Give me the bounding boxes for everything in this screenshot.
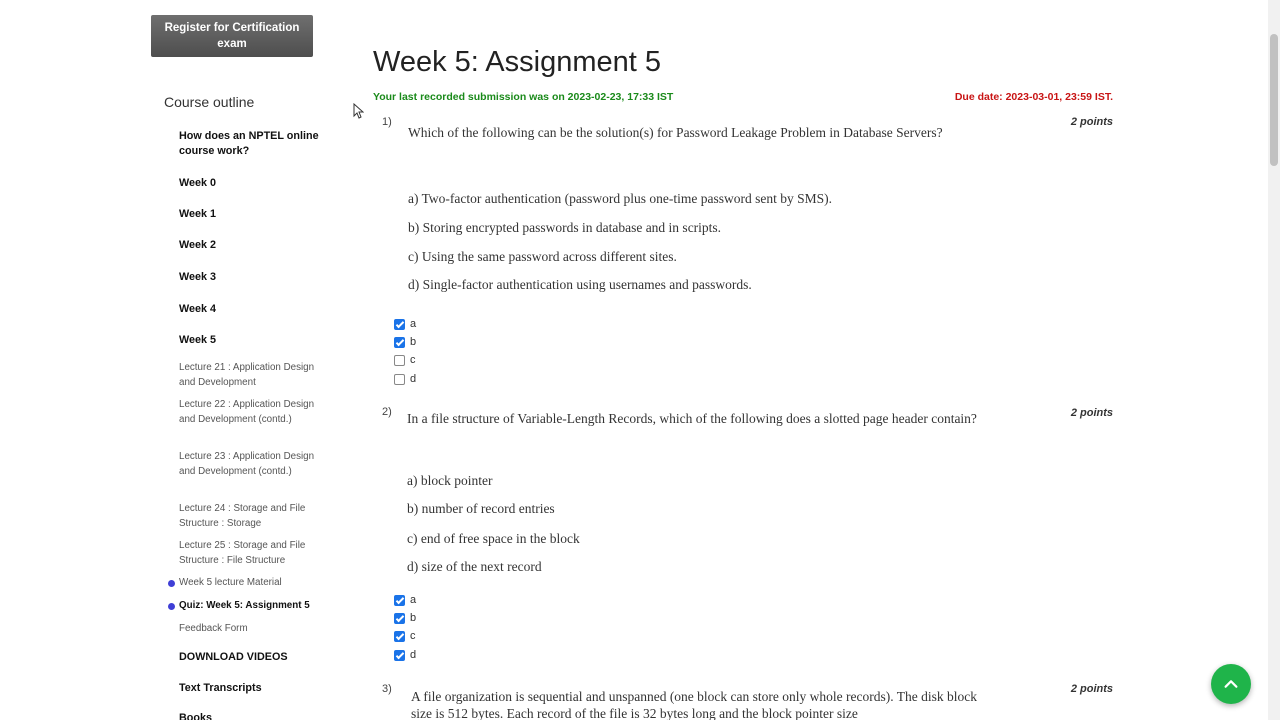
sidebar-item-week-3[interactable]: Week 3 [179,271,217,283]
question-number: 2) [382,406,392,418]
choice-a[interactable] [394,592,416,608]
due-date-text: Due date: 2023-03-01, 23:59 IST. [954,91,1113,103]
choice-label: d [410,649,417,661]
option-b: b) number of record entries [407,501,555,516]
checkbox-checked[interactable] [394,613,405,624]
scroll-to-top-button[interactable] [1211,664,1251,704]
checkbox-checked[interactable] [394,595,405,606]
sidebar-item-week-1[interactable]: Week 1 [179,208,217,220]
question-number: 3) [382,683,392,695]
choice-a[interactable] [394,316,416,332]
sidebar-item-lecture-21[interactable]: Lecture 21 : Application Design and Development [179,362,315,388]
sidebar-item-how-course-works[interactable]: How does an NPTEL online course work? [179,130,319,157]
page-title: Week 5: Assignment 5 [373,46,662,78]
choice-label: b [410,612,417,624]
choice-label: a [410,318,417,330]
sidebar-item-books[interactable]: Books [179,712,212,720]
sidebar-item-quiz-week-5[interactable] [179,599,319,614]
question-text: In a file structure of Variable-Length Records, which of the following does a slotted page header contain? [407,411,977,426]
choice-c[interactable] [394,352,416,368]
choice-label: c [410,354,416,366]
sidebar-item-lecture-24[interactable]: Lecture 24 : Storage and File Structure : Storage [179,503,306,529]
checkbox-checked[interactable] [394,650,405,661]
choice-b[interactable] [394,334,416,350]
question-text: Which of the following can be the solution(s) for Password Leakage Problem in Database Servers? [408,125,943,140]
choice-c[interactable] [394,628,416,644]
sidebar-item-week-2[interactable]: Week 2 [179,239,217,251]
sidebar-item-lecture-25[interactable]: Lecture 25 : Storage and File Structure : File Structure [179,540,306,566]
last-submission-text: Your last recorded submission was on 2023-02-23, 17:33 IST [373,91,674,103]
choice-label: c [410,630,416,642]
choice-label: a [410,594,417,606]
checkbox-unchecked[interactable] [394,355,405,366]
register-certification-button[interactable]: Register for Certification exam [151,15,313,57]
sidebar-item-label: Week 5 lecture Material [179,577,282,588]
chevron-up-icon [1222,675,1240,693]
bullet-dot-icon [168,603,175,610]
course-outline-title: Course outline [164,94,255,110]
sidebar-item-label: Quiz: Week 5: Assignment 5 [179,600,310,611]
question-points: 2 points [1070,683,1113,695]
choice-b[interactable] [394,610,416,626]
checkbox-checked[interactable] [394,337,405,348]
page-scrollbar[interactable] [1268,0,1280,720]
sidebar-item-lecture-22[interactable]: Lecture 22 : Application Design and Development (contd.) [179,399,315,425]
checkbox-checked[interactable] [394,631,405,642]
mouse-pointer-icon [353,103,364,124]
option-b: b) Storing encrypted passwords in database and in scripts. [408,220,722,235]
sidebar-item-text-transcripts[interactable]: Text Transcripts [179,682,262,694]
question-points: 2 points [1070,116,1113,128]
sidebar-item-week-5-lecture-material[interactable] [179,576,319,591]
sidebar-item-week-4[interactable]: Week 4 [179,303,217,315]
sidebar-item-lecture-23[interactable]: Lecture 23 : Application Design and Development (contd.) [179,451,315,477]
choice-label: d [410,373,417,385]
option-d: d) Single-factor authentication using usernames and passwords. [408,277,752,292]
option-d: d) size of the next record [407,559,542,574]
sidebar-item-download-videos[interactable]: DOWNLOAD VIDEOS [179,651,288,663]
checkbox-checked[interactable] [394,319,405,330]
question-number: 1) [382,116,392,128]
sidebar-item-week-0[interactable]: Week 0 [179,177,217,189]
bullet-dot-icon [168,580,175,587]
choice-d[interactable] [394,647,416,663]
choice-d[interactable] [394,371,416,387]
sidebar-item-week-5[interactable]: Week 5 [179,334,217,346]
checkbox-unchecked[interactable] [394,374,405,385]
option-a: a) block pointer [407,473,493,488]
option-c: c) end of free space in the block [407,531,580,546]
option-c: c) Using the same password across different sites. [408,249,677,264]
question-points: 2 points [1070,407,1113,419]
option-a: a) Two-factor authentication (password plus one-time password sent by SMS). [408,191,832,206]
choice-label: b [410,336,417,348]
question-text: A file organization is sequential and unspanned (one block can store only whole records). The disk block size is 512 bytes. Each record of the file is 32 bytes long and the block pointer size [411,689,977,720]
scrollbar-thumb[interactable] [1270,34,1278,166]
sidebar [151,0,321,720]
sidebar-item-feedback-form[interactable]: Feedback Form [179,623,248,634]
